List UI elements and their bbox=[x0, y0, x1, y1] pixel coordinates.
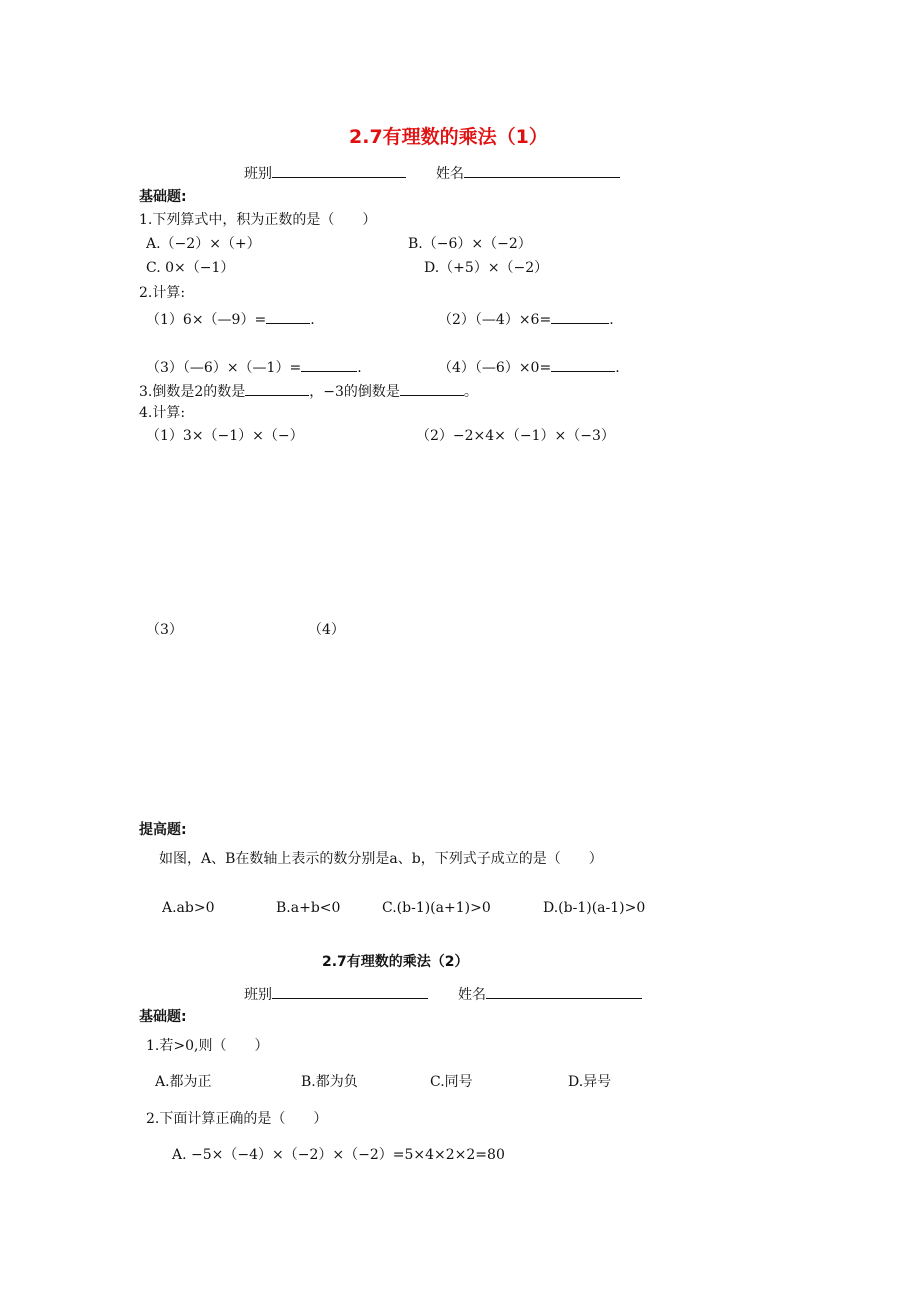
lesson1-q2-part2 bbox=[438, 309, 614, 329]
lesson2-name-label: 姓名 bbox=[458, 987, 486, 1003]
lesson2-title: 2.7有理数的乘法（2） bbox=[322, 954, 469, 970]
lesson1-class-label: 班别 bbox=[244, 166, 272, 182]
lesson2-q1-option-b: B.都为负 bbox=[301, 1074, 358, 1090]
lesson1-q1-option-c: C. 0×（−1） bbox=[146, 260, 235, 276]
lesson1-adv-stem: 如图，A、B在数轴上表示的数分别是a、b，下列式子成立的是（ ） bbox=[159, 851, 603, 867]
lesson1-title: 2.7有理数的乘法（1） bbox=[349, 126, 548, 148]
lesson1-adv-option-b: B.a+b<0 bbox=[276, 900, 341, 916]
lesson1-q3-pre: 3.倒数是2的数是 bbox=[139, 384, 246, 400]
lesson1-class-blank[interactable] bbox=[272, 163, 406, 178]
lesson2-q2-option-a: A. −5×（−4）×（−2）×（−2）=5×4×2×2=80 bbox=[172, 1147, 505, 1163]
lesson1-q2-part1 bbox=[146, 309, 315, 329]
lesson1-q2-part3-end: . bbox=[357, 360, 362, 376]
lesson1-q4-stem: 4.计算: bbox=[139, 405, 186, 421]
lesson1-q2-part4 bbox=[438, 357, 620, 377]
lesson1-q3-blank2[interactable] bbox=[400, 381, 464, 396]
lesson1-q2-part4-blank[interactable] bbox=[551, 357, 615, 372]
lesson1-q2-part1-end: . bbox=[310, 312, 315, 328]
lesson1-q3-end: 。 bbox=[463, 384, 478, 400]
lesson1-name-line bbox=[436, 163, 620, 183]
lesson2-q2-stem: 2.下面计算正确的是（ ） bbox=[146, 1111, 328, 1127]
lesson2-name-line bbox=[458, 984, 642, 1004]
lesson1-basic-heading: 基础题: bbox=[139, 189, 187, 205]
lesson1-q2-part3-expr: （3）（—6）×（—1）= bbox=[146, 360, 302, 376]
lesson1-q3-mid: ，−3的倒数是 bbox=[309, 384, 400, 400]
lesson1-q2-part2-end: . bbox=[609, 312, 614, 328]
lesson1-adv-option-d: D.(b-1)(a-1)>0 bbox=[543, 900, 646, 916]
lesson1-q4-part3: （3） bbox=[146, 622, 183, 638]
lesson1-name-blank[interactable] bbox=[464, 163, 620, 178]
lesson2-name-blank[interactable] bbox=[486, 984, 642, 999]
lesson2-q1-option-d: D.异号 bbox=[568, 1074, 612, 1090]
lesson2-q1-stem: 1.若>0,则（ ） bbox=[146, 1038, 269, 1054]
lesson1-q2-part3 bbox=[146, 357, 362, 377]
lesson1-q2-part3-blank[interactable] bbox=[301, 357, 357, 372]
lesson1-advanced-heading: 提高题: bbox=[139, 822, 187, 838]
lesson1-adv-option-a: A.ab>0 bbox=[162, 900, 215, 916]
lesson1-q2-part2-expr: （2）（—4）×6= bbox=[438, 312, 552, 328]
lesson2-class-line bbox=[244, 984, 428, 1004]
lesson1-q2-part2-blank[interactable] bbox=[551, 309, 609, 324]
lesson1-q3-blank1[interactable] bbox=[245, 381, 309, 396]
lesson1-q1-option-a: A.（−2）×（+） bbox=[146, 236, 261, 252]
lesson2-class-label: 班别 bbox=[244, 987, 272, 1003]
lesson1-name-label: 姓名 bbox=[436, 166, 464, 182]
lesson2-class-blank[interactable] bbox=[272, 984, 428, 999]
lesson2-q1-option-c: C.同号 bbox=[430, 1074, 473, 1090]
lesson1-class-line bbox=[244, 163, 406, 183]
lesson1-adv-option-c: C.(b-1)(a+1)>0 bbox=[382, 900, 491, 916]
lesson1-q3 bbox=[139, 381, 478, 401]
lesson1-q1-option-d: D.（+5）×（−2） bbox=[424, 260, 549, 276]
lesson1-q4-part2: （2）−2×4×（−1）×（−3） bbox=[416, 428, 615, 444]
lesson1-q4-part1: （1）3×（−1）×（−） bbox=[146, 428, 304, 444]
lesson1-q2-part1-blank[interactable] bbox=[266, 309, 310, 324]
lesson2-basic-heading: 基础题: bbox=[139, 1009, 187, 1025]
lesson1-q2-stem: 2.计算: bbox=[139, 285, 186, 301]
lesson1-q1-stem: 1.下列算式中，积为正数的是（ ） bbox=[139, 212, 377, 228]
lesson1-q2-part1-expr: （1）6×（—9）= bbox=[146, 312, 267, 328]
lesson2-q1-option-a: A.都为正 bbox=[155, 1074, 212, 1090]
lesson1-q4-part4: （4） bbox=[308, 622, 345, 638]
lesson1-q1-option-b: B.（−6）×（−2） bbox=[408, 236, 532, 252]
lesson1-q2-part4-end: . bbox=[615, 360, 620, 376]
lesson1-q2-part4-expr: （4）（—6）×0= bbox=[438, 360, 552, 376]
